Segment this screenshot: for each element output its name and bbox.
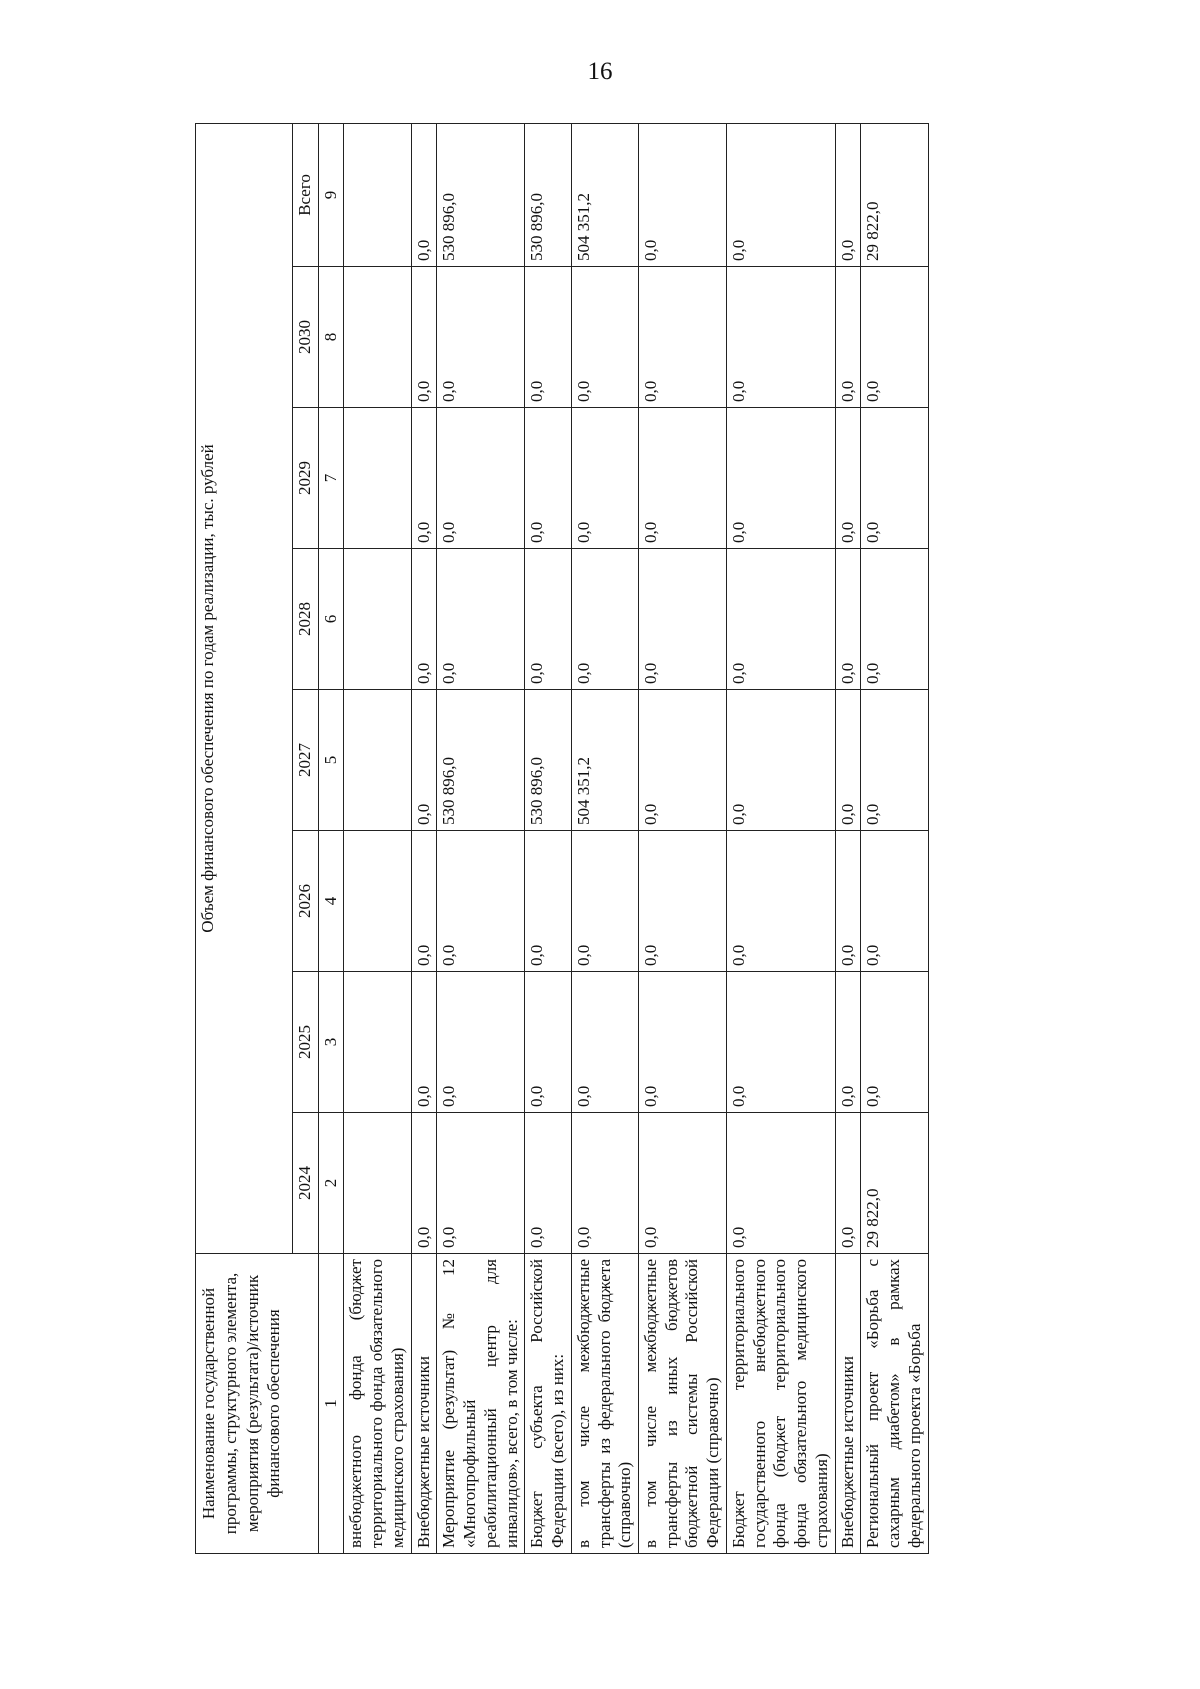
total-value-cell: 530 896,0	[437, 123, 525, 266]
total-value-cell: 0,0	[639, 123, 727, 266]
total-value-cell: 530 896,0	[525, 123, 571, 266]
value-cell: 0,0	[525, 408, 571, 549]
page-number: 16	[587, 58, 613, 85]
value-cell: 0,0	[525, 267, 571, 408]
value-cell: 0,0	[861, 549, 928, 690]
value-cell: 0,0	[411, 267, 437, 408]
total-value-cell: 0,0	[835, 123, 861, 266]
rotated-table-container	[195, 124, 1013, 1554]
header-row-column-numbers	[318, 123, 344, 1553]
value-cell: 0,0	[525, 831, 571, 972]
value-cell: 0,0	[835, 267, 861, 408]
value-cell: 0,0	[525, 1113, 571, 1254]
row-name-cell: в том числе межбюджетные трансферты из федерального бюджета (справочно)	[571, 1254, 638, 1554]
value-cell: 0,0	[639, 267, 727, 408]
table-row	[571, 123, 638, 1553]
value-cell: 0,0	[437, 1113, 525, 1254]
year-header: 2029	[293, 408, 319, 549]
value-cell: 0,0	[835, 1113, 861, 1254]
table-row	[411, 123, 437, 1553]
value-cell: 0,0	[571, 972, 638, 1113]
value-cell: 0,0	[835, 972, 861, 1113]
value-cell: 0,0	[411, 1113, 437, 1254]
value-cell: 0,0	[437, 267, 525, 408]
value-cell: 0,0	[861, 408, 928, 549]
header-row-main	[196, 123, 293, 1553]
value-cell: 0,0	[411, 972, 437, 1113]
row-name-cell: Региональный проект «Борьба с сахарным диабетом» в рамках федерального проекта «Борьба	[861, 1254, 928, 1554]
value-cell: 0,0	[726, 549, 835, 690]
total-value-cell: 0,0	[411, 123, 437, 266]
value-cell: 0,0	[525, 972, 571, 1113]
year-header: 2027	[293, 690, 319, 831]
value-cell	[344, 972, 411, 1113]
value-cell: 0,0	[861, 267, 928, 408]
value-cell: 0,0	[639, 1113, 727, 1254]
value-cell: 0,0	[571, 549, 638, 690]
value-cell: 0,0	[639, 972, 727, 1113]
value-cell: 0,0	[726, 690, 835, 831]
total-value-cell: 0,0	[726, 123, 835, 266]
value-cell: 0,0	[437, 831, 525, 972]
value-cell: 0,0	[571, 267, 638, 408]
value-cell: 0,0	[861, 690, 928, 831]
value-cell	[344, 267, 411, 408]
year-header: 2026	[293, 831, 319, 972]
value-cell: 0,0	[835, 549, 861, 690]
total-header: Всего	[293, 123, 319, 266]
volume-header: Объем финансового обеспечения по годам реализации, тыс. рублей	[196, 123, 293, 1253]
table-body	[344, 123, 928, 1553]
column-number: 5	[318, 690, 344, 831]
value-cell: 530 896,0	[437, 690, 525, 831]
column-number: 1	[318, 1254, 344, 1554]
value-cell	[344, 831, 411, 972]
value-cell: 0,0	[726, 408, 835, 549]
row-name-cell: внебюджетного фонда (бюджет территориального фонда обязательного медицинского страхования)	[344, 1254, 411, 1554]
row-name-cell: Бюджет территориального государственного внебюджетного фонда (бюджет территориального фонда обязательного медицинского страхования)	[726, 1254, 835, 1554]
value-cell: 0,0	[411, 831, 437, 972]
column-number: 7	[318, 408, 344, 549]
column-number: 9	[318, 123, 344, 266]
value-cell: 0,0	[726, 972, 835, 1113]
value-cell	[344, 690, 411, 831]
column-number: 6	[318, 549, 344, 690]
table-row	[861, 123, 928, 1553]
column-number: 4	[318, 831, 344, 972]
value-cell: 0,0	[639, 408, 727, 549]
table-row	[639, 123, 727, 1553]
value-cell: 0,0	[835, 690, 861, 831]
value-cell: 0,0	[861, 831, 928, 972]
value-cell: 0,0	[571, 408, 638, 549]
year-header: 2030	[293, 267, 319, 408]
value-cell: 0,0	[411, 549, 437, 690]
table-row	[726, 123, 835, 1553]
value-cell: 0,0	[639, 549, 727, 690]
table-row	[835, 123, 861, 1553]
value-cell: 0,0	[437, 549, 525, 690]
column-number: 8	[318, 267, 344, 408]
row-name-cell: Мероприятие (результат) № 12 «Многопрофильный реабилитационный центр для инвалидов», всего, в том числе:	[437, 1254, 525, 1554]
value-cell: 0,0	[437, 972, 525, 1113]
year-header: 2024	[293, 1113, 319, 1254]
row-name-cell: в том числе межбюджетные трансферты из иных бюджетов бюджетной системы Российской Федерации (справочно)	[639, 1254, 727, 1554]
value-cell	[344, 1113, 411, 1254]
name-column-header: Наименование государственной программы, структурного элемента, мероприятия (результата)/источник финансового обеспечения	[196, 1254, 319, 1554]
value-cell: 0,0	[835, 408, 861, 549]
value-cell: 0,0	[639, 690, 727, 831]
row-name-cell: Внебюджетные источники	[411, 1254, 437, 1554]
year-header: 2025	[293, 972, 319, 1113]
value-cell	[344, 549, 411, 690]
table-row	[437, 123, 525, 1553]
value-cell: 530 896,0	[525, 690, 571, 831]
row-name-cell: Внебюджетные источники	[835, 1254, 861, 1554]
value-cell: 0,0	[525, 549, 571, 690]
value-cell: 0,0	[639, 831, 727, 972]
value-cell: 504 351,2	[571, 690, 638, 831]
year-header: 2028	[293, 549, 319, 690]
value-cell: 0,0	[726, 831, 835, 972]
value-cell: 0,0	[411, 408, 437, 549]
row-name-cell: Бюджет субъекта Российской Федерации (всего), из них:	[525, 1254, 571, 1554]
financing-table	[195, 123, 929, 1554]
value-cell: 0,0	[411, 690, 437, 831]
value-cell	[344, 408, 411, 549]
value-cell: 0,0	[571, 831, 638, 972]
column-number: 2	[318, 1113, 344, 1254]
value-cell: 0,0	[571, 1113, 638, 1254]
value-cell: 0,0	[835, 831, 861, 972]
value-cell: 0,0	[726, 1113, 835, 1254]
value-cell: 0,0	[726, 267, 835, 408]
value-cell: 0,0	[437, 408, 525, 549]
table-row	[525, 123, 571, 1553]
column-number: 3	[318, 972, 344, 1113]
value-cell: 29 822,0	[861, 1113, 928, 1254]
total-value-cell: 29 822,0	[861, 123, 928, 266]
total-value-cell: 504 351,2	[571, 123, 638, 266]
table-row	[344, 123, 411, 1553]
total-value-cell	[344, 123, 411, 266]
value-cell: 0,0	[861, 972, 928, 1113]
